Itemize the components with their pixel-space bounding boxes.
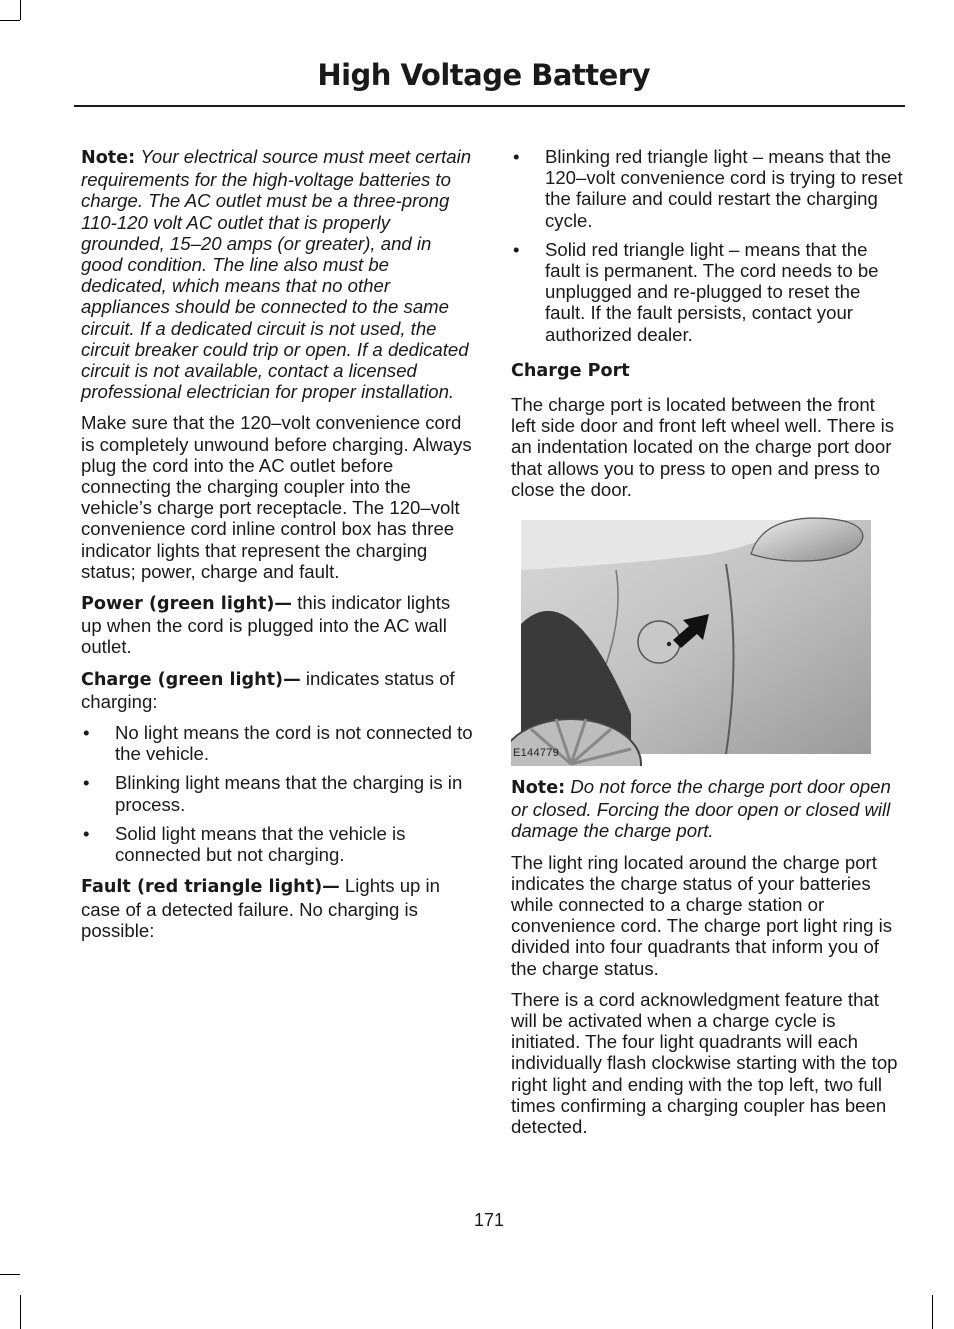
fault-status-list: [511, 146, 903, 345]
charge-paragraph: [81, 668, 473, 712]
bullet-icon: •: [83, 772, 90, 794]
title-rule: [74, 105, 905, 107]
list-item: [81, 772, 473, 814]
fault-paragraph: [81, 875, 473, 941]
charge-port-indentation: [667, 642, 671, 646]
note-paragraph: [511, 776, 903, 842]
power-text: this indicator lights up when the cord is plugged into the AC wall outlet.: [81, 592, 451, 658]
charge-label: Charge (green light)—: [81, 669, 301, 690]
note-label: Note:: [81, 148, 136, 168]
section-heading: Charge Port: [511, 360, 630, 381]
crop-mark: [20, 0, 21, 20]
crop-mark: [20, 1295, 21, 1329]
paragraph: The charge port is located between the front left side door and front left wheel well. There is an indentation located on the charge port door that allows you to press to open and press to close the door.: [511, 394, 895, 500]
charge-status-list: [81, 722, 473, 865]
list-item: [511, 239, 903, 345]
power-paragraph: [81, 592, 473, 658]
charge-port-door: [638, 621, 680, 663]
right-column: [511, 146, 903, 1147]
page-number: 171: [473, 1210, 505, 1230]
charge-port-illustration: [511, 514, 901, 766]
list-item: [511, 146, 903, 231]
figure-id: E144779: [513, 746, 560, 759]
list-item-text: No light means the cord is not connected to the vehicle.: [115, 722, 473, 765]
left-column: [81, 146, 473, 951]
note-text: Your electrical source must meet certain requirements for the high-voltage batteries to charge. The AC outlet must be a three-prong 110-120 volt AC outlet that is properly grounded, 15–20 amps (or greater), and in good condition. The line also must be dedicated, which means that no other appliances should be connected to the same circuit. If a dedicated circuit is not used, the circuit breaker could trip or open. If a dedicated circuit is not available, contact a licensed professional electrician for proper installation.: [81, 146, 472, 403]
paragraph: There is a cord acknowledgment feature that will be activated when a charge cycle is initiated. The four light quadrants will each individually flash clockwise starting with the top right light and ending with the top left, two full times confirming a charging coupler has been detected.: [511, 988, 898, 1138]
crop-mark: [0, 20, 20, 21]
list-item: [81, 722, 473, 764]
list-item-text: Blinking red triangle light – means that the 120–volt convenience cord is trying to reset the failure and could restart the charging cycle.: [545, 146, 903, 231]
bullet-icon: •: [513, 146, 520, 167]
paragraph: The light ring located around the charge port indicates the charge status of your batteries while connected to a charge station or convenience cord. The charge port light ring is divided into four quadrants that inform you of the charge status.: [511, 851, 893, 979]
crop-mark: [0, 1274, 20, 1275]
list-item-text: Solid light means that the vehicle is connected but not charging.: [115, 822, 406, 866]
fault-label: Fault (red triangle light)—: [81, 877, 340, 898]
charge-port-figure: [511, 514, 901, 766]
charge-text: indicates status of charging:: [81, 667, 455, 712]
fault-text: Lights up in case of a detected failure. No charging is possible:: [81, 875, 441, 941]
bullet-icon: •: [83, 722, 90, 744]
note-text: Do not force the charge port door open or closed. Forcing the door open or closed will damage the charge port.: [511, 776, 891, 842]
note-label: Note:: [511, 778, 566, 799]
list-item: [81, 823, 473, 865]
bullet-icon: •: [83, 822, 90, 844]
power-label: Power (green light)—: [81, 594, 293, 615]
paragraph: Make sure that the 120–volt convenience cord is completely unwound before charging. Always plug the cord into the AC outlet before connecting the charging coupler into the vehicle’s charge port receptacle. The 120–volt convenience cord inline control box has three indicator lights that represent the charging status; power, charge and fault.: [81, 412, 472, 582]
note-paragraph: [81, 146, 473, 402]
list-item-text: Solid red triangle light – means that the fault is permanent. The cord needs to be unplugged and re-plugged to reset the fault. If the fault persists, contact your authorized dealer.: [545, 238, 879, 345]
crop-mark: [932, 1295, 933, 1329]
list-item-text: Blinking light means that the charging is in process.: [115, 772, 463, 815]
page-title: High Voltage Battery: [317, 58, 650, 92]
bullet-icon: •: [513, 238, 520, 260]
